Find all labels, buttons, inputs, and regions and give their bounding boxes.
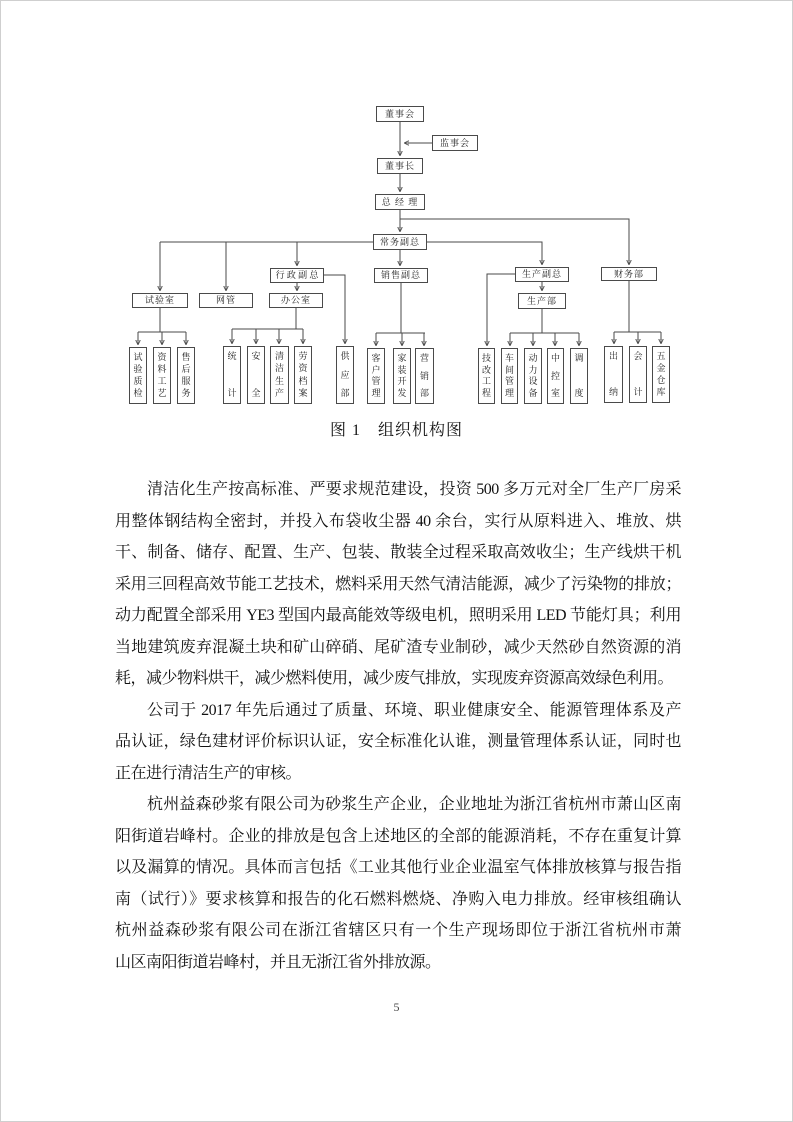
org-box-safety: 安 全 — [247, 346, 265, 404]
org-box-workshop-mgmt: 车 间 管 理 — [501, 348, 518, 404]
org-box-customer-mgmt: 客 户 管 理 — [367, 348, 385, 404]
org-box-labor-archives: 劳 资 档 案 — [294, 346, 312, 404]
org-box-sales-vp: 销售副总 — [374, 268, 428, 283]
org-box-lab: 试验室 — [132, 293, 188, 308]
org-box-tech-renovation: 技 改 工 程 — [478, 348, 495, 404]
org-box-data-craft: 资 料 工 艺 — [153, 347, 171, 404]
org-box-clean-production: 清 洁 生 产 — [270, 346, 289, 404]
paragraph-certifications: 公司于 2017 年先后通过了质量、环境、职业健康安全、能源管理体系及产 品认证，绿色建材评价标识认证，安全标准化认谁，测量管理体系认证，同时也 正在进行清洁生产的审核。 — [115, 701, 681, 782]
org-box-marketing-dept: 营 销 部 — [415, 348, 434, 404]
paragraph-company-boundary: 杭州益森砂浆有限公司为砂浆生产企业，企业地址为浙江省杭州市萧山区南 阳街道岩峰村。企业的排放是包含上述地区的全部的能源消耗，不存在重复计算 以及漏算的情况。具体而言包括《工业其他行业企业温室气体排放核算与报告指 南（试行）》要求核算和报告的化石燃料燃烧、净购入电力排放。经审核组确认 杭州益森砂浆有限公司在浙江省辖区只有一个生产现场即位于浙江省杭州市萧 山区南阳街道岩峰村，并且无浙江省外排放源。 — [115, 796, 681, 971]
org-box-general-manager: 总 经 理 — [375, 194, 425, 210]
org-box-board: 董事会 — [376, 106, 424, 122]
org-box-home-dev: 家 装 开 发 — [393, 348, 411, 404]
figure-caption: 图 1 组织机构图 — [329, 422, 463, 439]
org-box-executive-vp: 常务副总 — [373, 234, 427, 250]
org-box-chairman: 董事长 — [377, 158, 423, 174]
org-box-hardware-warehouse: 五 金 仓 库 — [652, 346, 670, 403]
org-box-supervisory: 监事会 — [432, 135, 478, 151]
org-box-statistics: 统 计 — [223, 346, 241, 404]
org-box-dispatch: 调 度 — [570, 348, 588, 404]
org-box-after-sales: 售 后 服 务 — [177, 347, 195, 404]
body-text — [115, 474, 681, 978]
org-box-supply-dept: 供 应 部 — [336, 346, 354, 404]
org-box-network: 网管 — [199, 293, 253, 308]
org-box-accountant: 会 计 — [629, 346, 647, 403]
paragraph-clean-production: 清洁化生产按高标准、严要求规范建设，投资 500 多万元对全厂生产厂房采 用整体钢结构全密封，并投入布袋收尘器 40 余台，实行从原料进入、堆放、烘 干、制备、储存、配置、生产、包装、散装全过程采取高效收尘；生产线烘干机 采用三回程高效节能工艺技术，燃料采用天然气清洁能源，减少了污染物的排放； 动力配置全部采用 YE3 型国内最高能效等级电机，照明采用 LED 节能灯具；利用 当地建筑废弃混凝土块和矿山碎硝、尾矿渣专业制砂，减少天然砂自然资源的消 耗，减少物料烘干，减少燃料使用，减少废气排放，实现废弃资源高效绿色利用。 — [115, 481, 681, 687]
org-box-cashier: 出 纳 — [604, 346, 623, 403]
org-box-test-qc: 试 验 质 检 — [129, 347, 147, 404]
org-box-production-vp: 生产副总 — [515, 267, 569, 282]
org-box-finance-dept: 财务部 — [601, 267, 657, 281]
org-box-power-equipment: 动 力 设 备 — [524, 348, 542, 404]
org-box-production-dept: 生产部 — [518, 293, 566, 309]
org-box-office: 办公室 — [269, 293, 323, 308]
org-chart — [1, 96, 793, 426]
org-box-admin-vp: 行 政 副 总 — [270, 268, 324, 283]
org-box-control-room: 中 控 室 — [547, 348, 564, 404]
page-number: 5 — [393, 1000, 400, 1014]
